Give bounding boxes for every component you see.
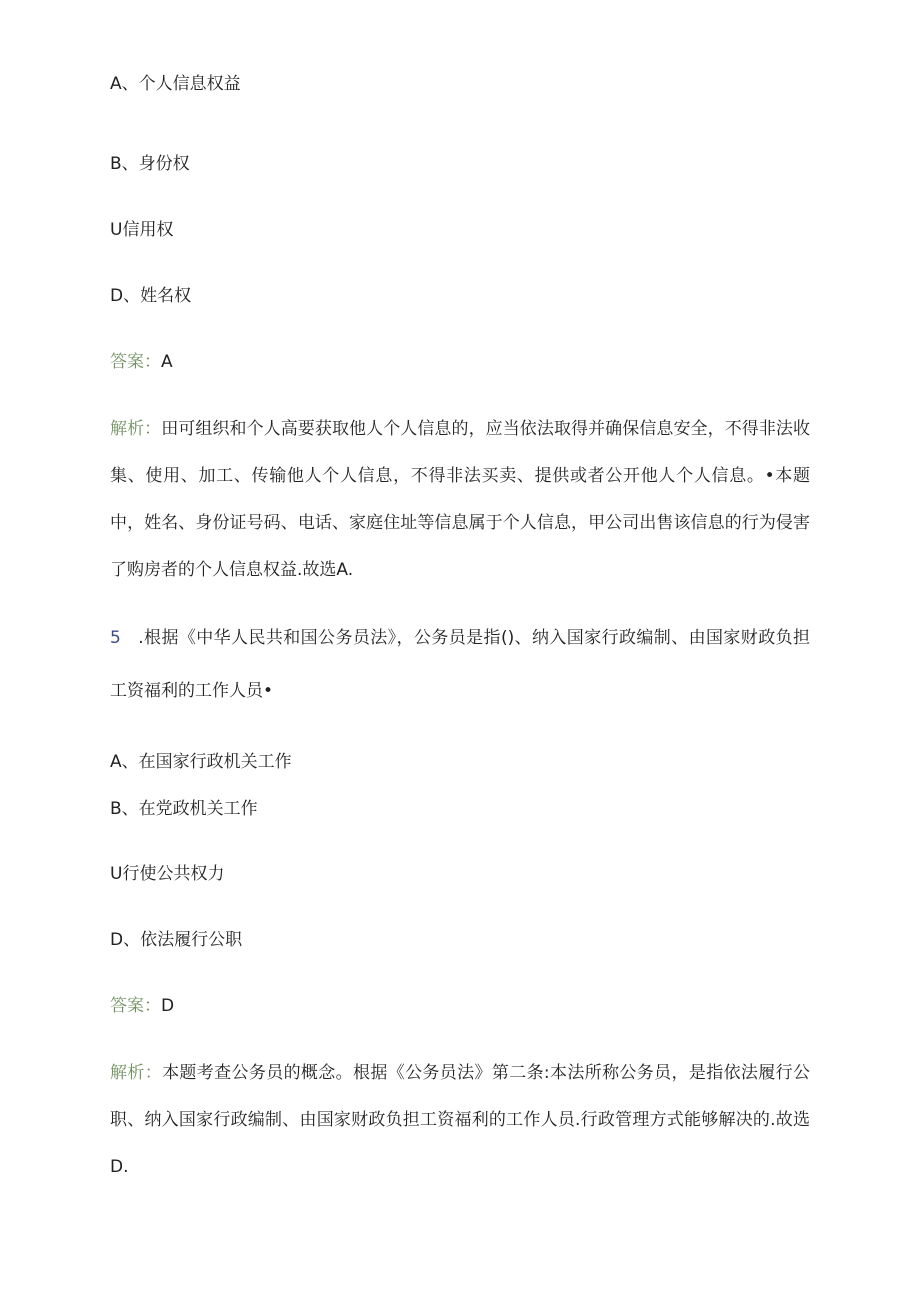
q5-stem (110, 612, 810, 718)
q4-analysis (110, 406, 810, 594)
analysis-label: 解析： (110, 419, 162, 439)
q5-option-d: D、依法履行公职 (110, 930, 243, 950)
q4-option-a: A、个人信息权益 (110, 74, 241, 94)
q5-option-a: A、在国家行政机关工作 (110, 752, 292, 772)
answer-label: 答案： (110, 352, 161, 372)
analysis-text: 田可组织和个人高要获取他人个人信息的，应当依法取得并确保信息安全，不得非法收集、使用、加工、传输他人个人信息，不得非法买卖、提供或者公开他人个人信息。•本题中，姓名、身份证号码、电话、家庭住址等信息属于个人信息，甲公司出售该信息的行为侵害了购房者的个人信息权益.故选A. (110, 419, 811, 580)
q5-analysis (110, 1050, 810, 1191)
q5-option-c: U行使公共权力 (110, 864, 225, 884)
answer-value: D (161, 996, 175, 1016)
question-number: 5 (110, 628, 121, 648)
q4-answer (110, 351, 173, 373)
q4-option-c: U信用权 (110, 220, 174, 240)
answer-value: A (161, 352, 173, 372)
q5-answer (110, 995, 174, 1017)
q4-option-d: D、姓名权 (110, 286, 192, 306)
answer-label: 答案： (110, 996, 161, 1016)
analysis-label: 解析： (110, 1063, 163, 1083)
q5-option-b: B、在党政机关工作 (110, 799, 258, 819)
q4-option-b: B、身份权 (110, 154, 190, 174)
analysis-text: 本题考查公务员的概念。根据《公务员法》第二条:本法所称公务员，是指依法履行公职、纳入国家行政编制、由国家财政负担工资福利的工作人员.行政管理方式能够解决的.故选D. (110, 1063, 810, 1177)
question-text: .根据《中华人民共和国公务员法》，公务员是指()、纳入国家行政编制、由国家财政负担工资福利的工作人员• (110, 628, 810, 701)
